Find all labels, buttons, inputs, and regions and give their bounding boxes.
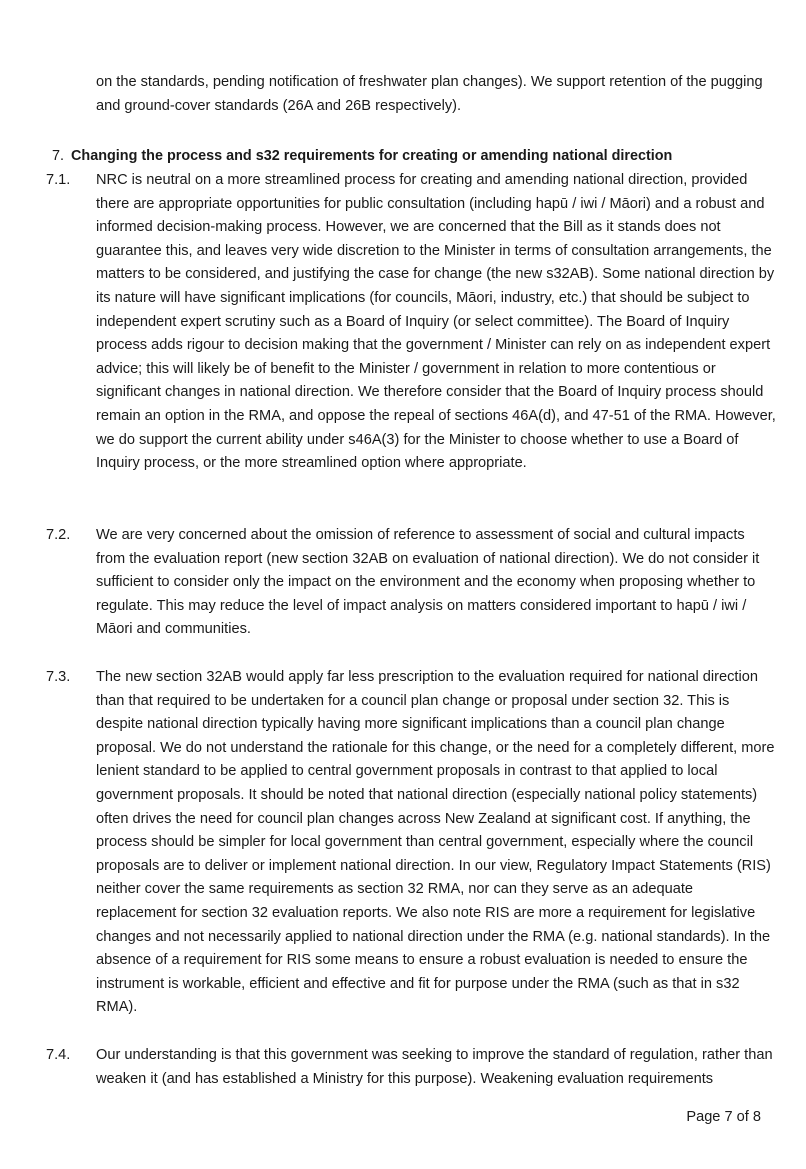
paragraph-text: We are very concerned about the omission of reference to assessment of social and cultural impacts from the evaluation report (new section 32AB on evaluation of national direction). We do not consider it sufficient to consider only the impact on the environment and the economy when proposing whether to regulate. This may reduce the level of impact analysis on matters considered important to hapū / iwi / Māori and communities. [96, 527, 760, 638]
section-number: 7. [52, 148, 65, 164]
continued-paragraph-text: on the standards, pending notification of freshwater plan changes). We support retention of the pugging and ground-cover standards (26A and 26B respectively). [96, 74, 763, 114]
section-title: Changing the process and s32 requirements for creating or amending national direction [71, 148, 673, 164]
section-heading [52, 145, 772, 169]
paragraph-number: 7.3. [46, 669, 71, 685]
paragraph-text: Our understanding is that this government was seeking to improve the standard of regulation, rather than weaken it (and has established a Ministry for this purpose). Weakening evaluation requirements [96, 1047, 773, 1087]
page-number-footer: Page 7 of 8 [686, 1109, 761, 1125]
paragraph-number: 7.2. [46, 527, 71, 543]
paragraph-text: NRC is neutral on a more streamlined process for creating and amending national direction, provided there are appropriate opportunities for public consultation (including hapū / iwi / Māori) and a robust and informed decision-making process. However, we are concerned that the Bill as it stands does not guarantee this, and leaves very wide discretion to the Minister in terms of consultation arrangements, the matters to be considered, and justifying the case for change (the new s32AB). Some national direction by its nature will have significant implications (for councils, Māori, industry, etc.) that should be subject to independent expert scrutiny such as a Board of Inquiry (or select committee). The Board of Inquiry process adds rigour to decision making that the government / Minister can rely on as independent expert advice; this will likely be of benefit to the Minister / government in relation to more contentious or significant changes in national direction. We therefore consider that the Board of Inquiry process should remain an option in the RMA, and oppose the repeal of sections 46A(d), and 47-51 of the RMA. However, we do support the current ability under s46A(3) for the Minister to choose whether to use a Board of Inquiry process, or the more streamlined option where appropriate. [96, 172, 776, 472]
paragraph-text: The new section 32AB would apply far less prescription to the evaluation required for national direction than that required to be undertaken for a council plan change or proposal under section 32. This is despite national direction typically having more significant implications than a council plan change proposal. We do not understand the rationale for this change, or the need for a completely different, more lenient standard to be applied to central government proposals in contrast to that applied to local government proposals. It should be noted that national direction (especially national policy statements) often drives the need for council plan changes across New Zealand at significant cost. If anything, the process should be simpler for local government than central government, especially where the council proposals are to deliver or implement national direction. In our view, Regulatory Impact Statements (RIS) neither cover the same requirements as section 32 RMA, nor can they serve as an adequate replacement for section 32 evaluation reports. We also note RIS are more a requirement for legislative changes and not necessarily applied to national direction under the RMA (e.g. national standards). In the absence of a requirement for RIS some means to ensure a robust evaluation is needed to ensure the instrument is workable, efficient and effective and fit for purpose under the RMA (such as that in s32 RMA). [96, 669, 775, 1016]
paragraph-number: 7.4. [46, 1047, 71, 1063]
paragraph-number: 7.1. [46, 172, 71, 188]
